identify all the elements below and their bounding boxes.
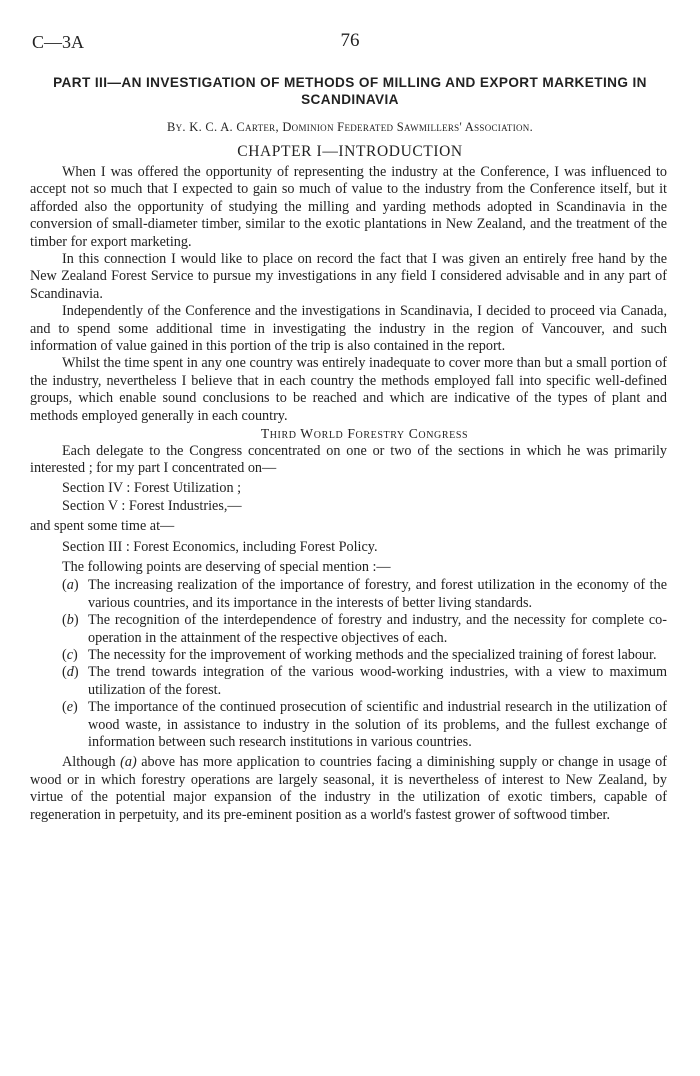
list-item-text: The recognition of the interdependence of forestry and industry, and the necessity for complete co-operation in the attainment of the respective objectives of each. (88, 612, 667, 646)
list-item (30, 699, 667, 751)
closing-rest: above has more application to countries facing a diminishing supply or change in usage of wood or in which forestry operations are largely seasonal, it is nevertheless of interest to New Zealand, by virtue of the potential major expansion of the industry in the utilization of exotic timbers, capable of regeneration in perpetuity, and its pre-eminent position as a world's fastest grower of softwood timber. (30, 754, 667, 823)
intro-paragraph: In this connection I would like to place on record the fact that I was given an entirely free hand by the New Zealand Forest Service to pursue my investigations in any field I considered advisable and in any part of Scandinavia. (30, 251, 667, 302)
chapter-title: CHAPTER I—INTRODUCTION (237, 143, 463, 160)
page-number: 76 (340, 30, 360, 51)
intro-paragraph: Whilst the time spent in any one country was entirely inadequate to cover more than but a small portion of the industry, nevertheless I believe that in each country the methods employed fall into specific well-defined groups, which enable sound conclusions to be reached and which are indicative of the types of plant and methods employed generally in each country. (30, 355, 667, 424)
list-item-text: The necessity for the improvement of working methods and the specialized training of forest labour. (88, 646, 657, 663)
section-line: Section V : Forest Industries,— (62, 497, 242, 514)
closing-paragraph (30, 754, 667, 824)
list-item-text: The trend towards integration of the various wood-working industries, with a view to maximum utilization of the forest. (88, 664, 667, 698)
closing-start: Although (62, 754, 121, 771)
list-item-label: ( d ) (62, 664, 79, 681)
body-text (30, 164, 667, 824)
list-item-label: ( b ) (62, 612, 79, 629)
transition-line: and spent some time at— (30, 518, 175, 535)
part-title: PART III—AN INVESTIGATION OF METHODS OF MILLING AND EXPORT MARKETING IN SCANDINAVIA (53, 75, 647, 107)
section-heading: Third World Forestry Congress (260, 426, 469, 442)
list-item (30, 664, 667, 699)
list-item (30, 647, 667, 664)
closing-reference: (a) (120, 754, 137, 771)
report-reference: C—3A (32, 32, 85, 52)
section-line: Section III : Forest Economics, including Forest Policy. (62, 538, 378, 555)
list-item-label: ( a ) (62, 577, 79, 594)
list-item-text: The increasing realization of the importance of forestry, and forest utilization in the economy of the various countries, and its importance in the interests of better living standards. (88, 577, 667, 611)
list-item-label: ( e ) (62, 699, 78, 716)
congress-lead-paragraph: Each delegate to the Congress concentrated on one or two of the sections in which he was primarily interested ; for my part I concentrated on— (30, 442, 667, 476)
intro-paragraph: Independently of the Conference and the investigations in Scandinavia, I decided to proceed via Canada, and to spend some additional time in investigating the industry in the region of Vancouver, and such information of value gained in this portion of the trip is also contained in the report. (30, 303, 667, 355)
list-item-label: ( c ) (62, 647, 78, 664)
list-item (30, 612, 667, 647)
points-list (30, 577, 667, 751)
points-intro: The following points are deserving of special mention :— (62, 558, 391, 575)
list-item-text: The importance of the continued prosecution of scientific and industrial research in the utilization of wood waste, in assistance to industry in the solution of its problems, and the fullest exchange of information between such research institutions in various countries. (88, 699, 667, 750)
list-item (30, 577, 667, 612)
section-line: Section IV : Forest Utilization ; (62, 480, 242, 497)
intro-paragraph: When I was offered the opportunity of representing the industry at the Conference, I was influenced to accept not so much that I expected to gain so much of value to the industry from the Conference itself, but it afforded also the opportunity of studying the milling and yarding methods adopted in Scandinavia in the conversion of small-diameter timber, similar to the exotic plantations in New Zealand, and the treatment of the timber for export marketing. (30, 164, 667, 250)
byline: By. K. C. A. Carter, Dominion Federated Sawmillers' Association. (166, 120, 534, 134)
